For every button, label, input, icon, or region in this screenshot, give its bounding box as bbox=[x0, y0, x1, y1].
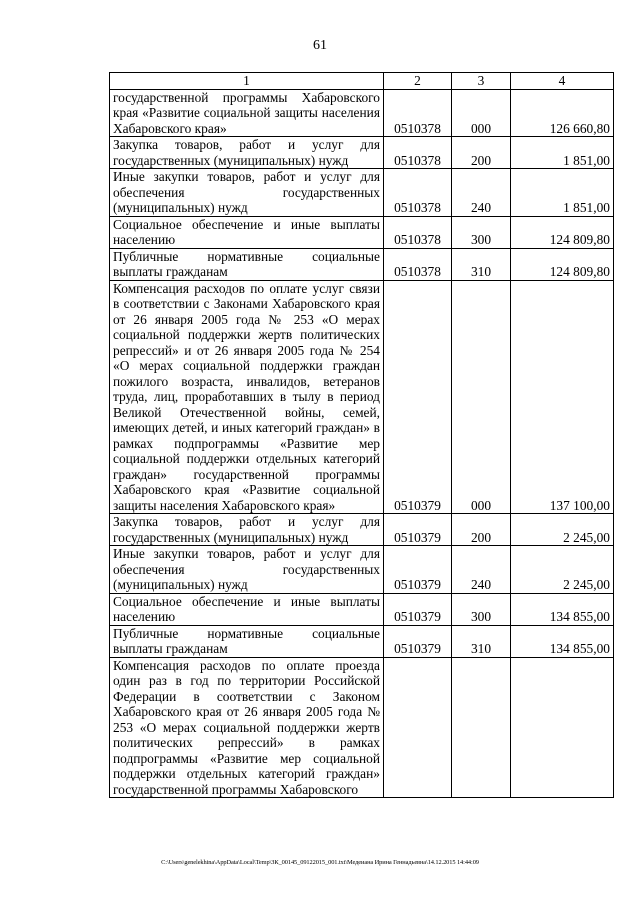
row-vr-code: 240 bbox=[452, 169, 511, 217]
column-header-2: 2 bbox=[384, 73, 452, 90]
row-name: Социальное обеспечение и иные выплаты населению bbox=[110, 593, 384, 625]
row-sum: 137 100,00 bbox=[511, 280, 614, 514]
row-sum: 2 245,00 bbox=[511, 546, 614, 594]
row-sum: 126 660,80 bbox=[511, 89, 614, 137]
table-row bbox=[110, 169, 614, 217]
table-row bbox=[110, 216, 614, 248]
row-vr-code: 310 bbox=[452, 625, 511, 657]
column-header-1: 1 bbox=[110, 73, 384, 90]
table-row bbox=[110, 657, 614, 798]
row-csr-code bbox=[384, 657, 452, 798]
row-csr-code: 0510378 bbox=[384, 169, 452, 217]
row-csr-code: 0510378 bbox=[384, 248, 452, 280]
row-name: Публичные нормативные социальные выплаты гражданам bbox=[110, 625, 384, 657]
row-vr-code: 000 bbox=[452, 89, 511, 137]
row-name: Публичные нормативные социальные выплаты гражданам bbox=[110, 248, 384, 280]
table-row bbox=[110, 137, 614, 169]
budget-table bbox=[109, 72, 614, 798]
row-name: Социальное обеспечение и иные выплаты населению bbox=[110, 216, 384, 248]
column-header-3: 3 bbox=[452, 73, 511, 90]
row-vr-code: 300 bbox=[452, 593, 511, 625]
row-name: Иные закупки товаров, работ и услуг для обеспечения государственных (муниципальных) нужд bbox=[110, 169, 384, 217]
table-row bbox=[110, 89, 614, 137]
table-row bbox=[110, 593, 614, 625]
row-name: Компенсация расходов по оплате услуг связи в соответствии с Законами Хабаровского края от 26 января 2005 года № 253 «О мерах социальной поддержки жертв политических репрессий» и от 26 января 2005 года № 254 «О мерах социальной поддержки граждан пожилого возраста, инвалидов, ветеранов труда, лиц, проработавших в тылу в период Великой Отечественной войны, семей, имеющих детей, и иных категорий граждан» в рамках подпрограммы «Развитие мер социальной поддержки отдельных категорий граждан» государственной программы Хабаровского края «Развитие социальной защиты населения Хабаровского края» bbox=[110, 280, 384, 514]
row-sum: 134 855,00 bbox=[511, 625, 614, 657]
row-name: Закупка товаров, работ и услуг для государственных (муниципальных) нужд bbox=[110, 514, 384, 546]
row-csr-code: 0510379 bbox=[384, 514, 452, 546]
row-csr-code: 0510379 bbox=[384, 625, 452, 657]
row-name: Иные закупки товаров, работ и услуг для обеспечения государственных (муниципальных) нужд bbox=[110, 546, 384, 594]
row-csr-code: 0510379 bbox=[384, 546, 452, 594]
row-name: Компенсация расходов по оплате проезда один раз в год по территории Российской Федерации в соответствии с Законом Хабаровского края от 26 января 2005 года № 253 «О мерах социальной поддержки жертв политических репрессий» в рамках подпрограммы «Развитие мер социальной поддержки отдельных категорий граждан» государственной программы Хабаровского bbox=[110, 657, 384, 798]
file-path-footer: C:\Users\genelekhina\AppData\Local\Temp\ЗК_00145_09122015_001.txt\Медеиана Ирина Геннадьевна\14.12.2015 14:44:09 bbox=[161, 859, 479, 866]
row-name: государственной программы Хабаровского края «Развитие социальной защиты населения Хабаровского края» bbox=[110, 89, 384, 137]
table-row bbox=[110, 248, 614, 280]
row-vr-code: 200 bbox=[452, 137, 511, 169]
row-sum: 1 851,00 bbox=[511, 137, 614, 169]
column-header-4: 4 bbox=[511, 73, 614, 90]
row-csr-code: 0510378 bbox=[384, 216, 452, 248]
row-sum: 2 245,00 bbox=[511, 514, 614, 546]
row-vr-code: 310 bbox=[452, 248, 511, 280]
row-vr-code: 240 bbox=[452, 546, 511, 594]
row-vr-code: 200 bbox=[452, 514, 511, 546]
table-row bbox=[110, 514, 614, 546]
page-number: 61 bbox=[313, 38, 327, 53]
row-sum: 1 851,00 bbox=[511, 169, 614, 217]
table-row bbox=[110, 280, 614, 514]
row-vr-code: 300 bbox=[452, 216, 511, 248]
row-csr-code: 0510379 bbox=[384, 593, 452, 625]
row-vr-code: 000 bbox=[452, 280, 511, 514]
row-csr-code: 0510379 bbox=[384, 280, 452, 514]
row-csr-code: 0510378 bbox=[384, 89, 452, 137]
row-sum: 134 855,00 bbox=[511, 593, 614, 625]
table-header-row bbox=[110, 73, 614, 90]
row-sum: 124 809,80 bbox=[511, 216, 614, 248]
row-csr-code: 0510378 bbox=[384, 137, 452, 169]
table-row bbox=[110, 625, 614, 657]
table-row bbox=[110, 546, 614, 594]
row-name: Закупка товаров, работ и услуг для государственных (муниципальных) нужд bbox=[110, 137, 384, 169]
row-sum: 124 809,80 bbox=[511, 248, 614, 280]
row-sum bbox=[511, 657, 614, 798]
row-vr-code bbox=[452, 657, 511, 798]
